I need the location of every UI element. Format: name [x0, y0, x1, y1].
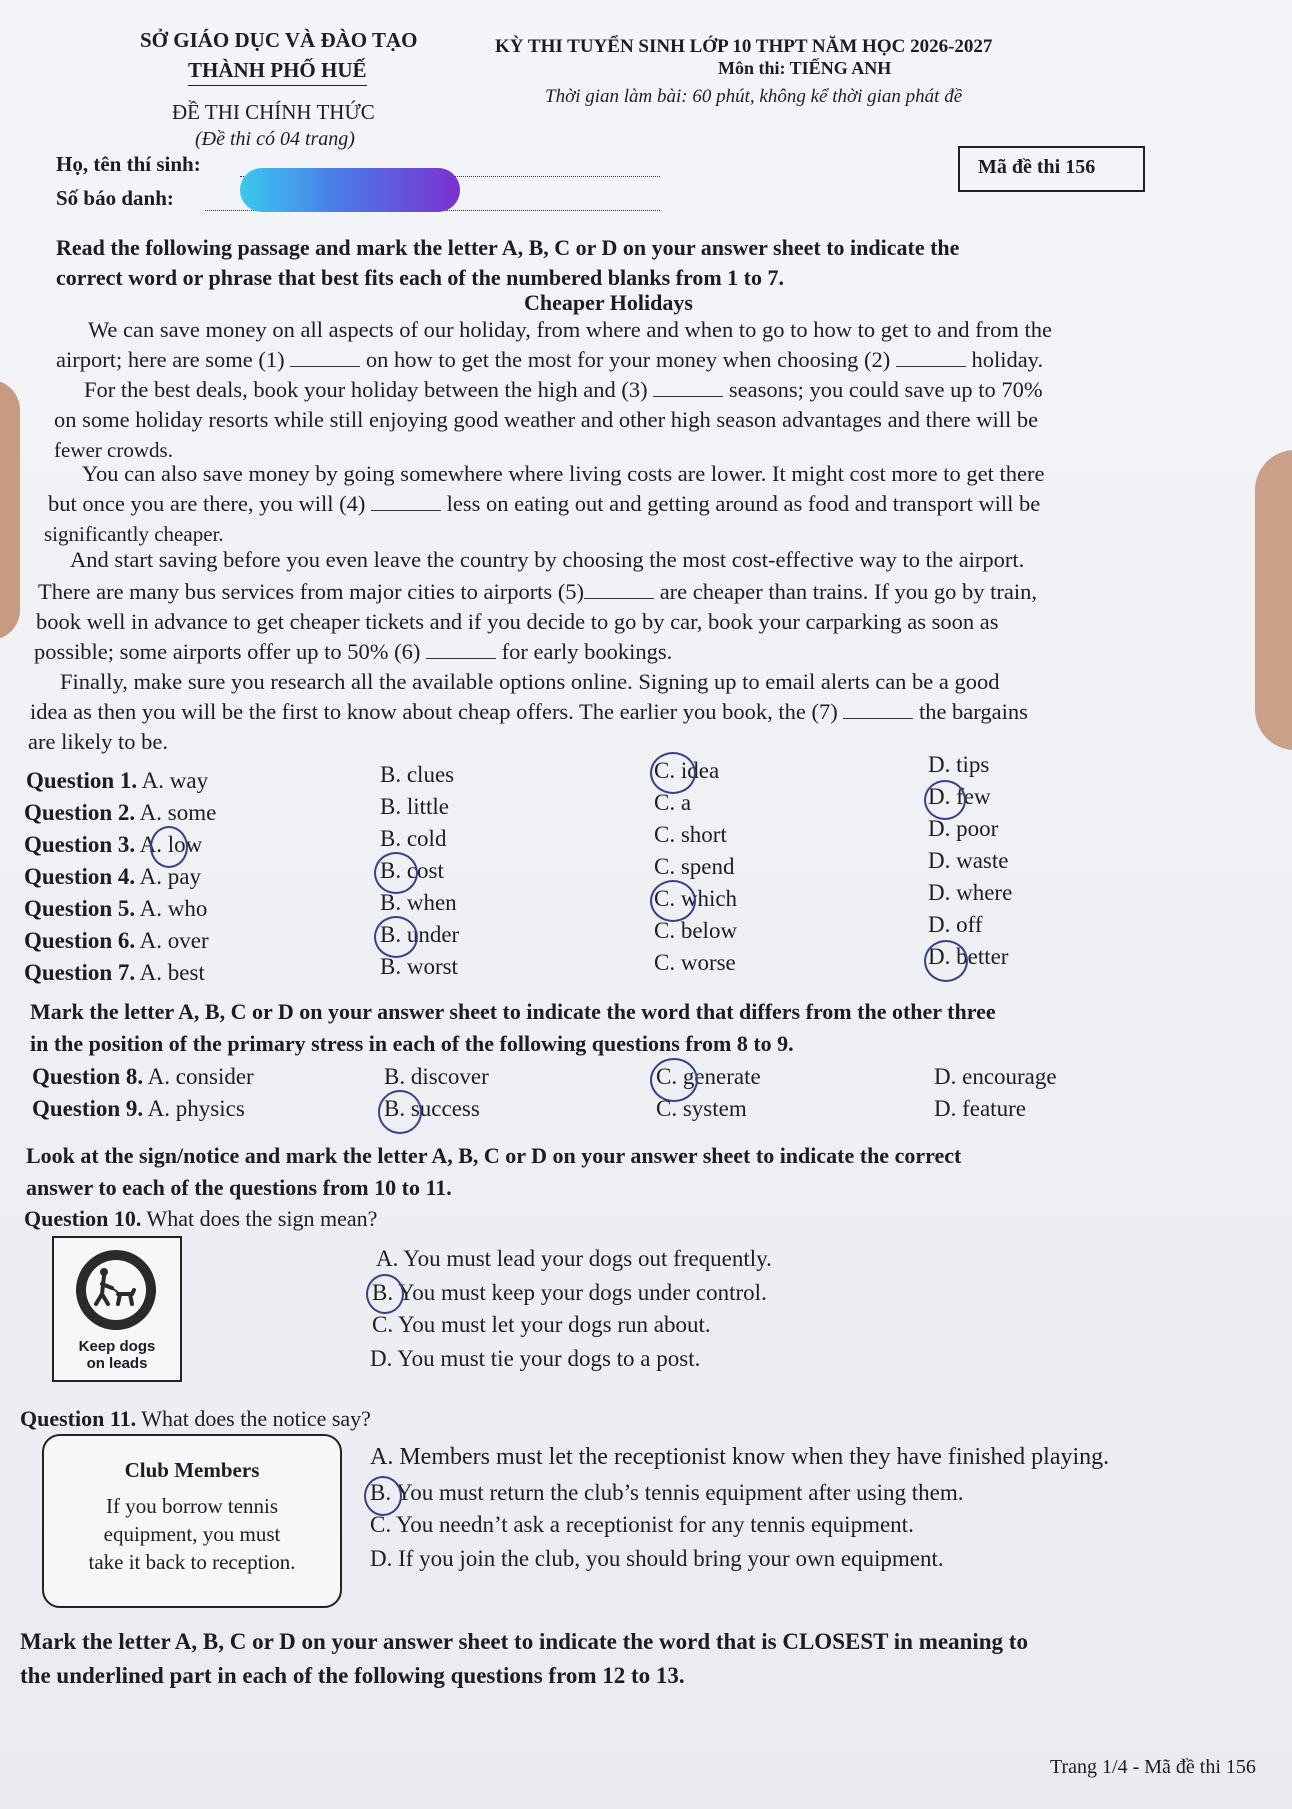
- blank-2: [896, 348, 966, 367]
- option-b: B. little: [380, 794, 449, 819]
- passage-text: for early bookings.: [501, 639, 673, 664]
- passage-text: the bargains: [918, 699, 1028, 724]
- question-row: Question 3. A. low: [24, 832, 203, 857]
- question-row: Question 6. A. over: [24, 928, 209, 953]
- question-row: Question 5. A. who: [24, 896, 208, 921]
- passage-text: idea as then you will be the first to know about cheap offers. The earlier you book, the (7): [30, 699, 838, 724]
- answer-circle: [366, 1274, 404, 1314]
- notice-text: take it back to reception.: [88, 1550, 296, 1574]
- answer-circle: [374, 916, 418, 958]
- passage-line: on some holiday resorts while still enjoying good weather and other high season advantages and there will be: [54, 407, 1039, 432]
- passage-line: [84, 376, 1043, 404]
- candidate-number-label: Số báo danh:: [56, 186, 174, 210]
- passage-text: For the best deals, book your holiday between the high and (3): [84, 377, 648, 402]
- finger: [1255, 450, 1292, 750]
- section2-instruction: Mark the letter A, B, C or D on your answer sheet to indicate the word that differs from the other three: [30, 999, 996, 1024]
- option-b: B. You must keep your dogs under control.: [372, 1280, 767, 1305]
- exam-title: KỲ THI TUYỂN SINH LỚP 10 THPT NĂM HỌC 2026-2027: [495, 36, 993, 57]
- option-c: C. generate: [656, 1064, 761, 1089]
- option-c: C. idea: [654, 758, 720, 783]
- answer-circle: [374, 852, 418, 894]
- question-row: Question 7. A. best: [24, 960, 205, 985]
- passage-text: There are many bus services from major cities to airports (5): [38, 579, 585, 604]
- option-a: A. Members must let the receptionist know when they have finished playing.: [370, 1444, 1110, 1470]
- option-d: D. poor: [928, 816, 999, 841]
- option-d: D. encourage: [934, 1064, 1057, 1089]
- notice-text: If you borrow tennis: [105, 1494, 279, 1518]
- pages-note: (Đề thi có 04 trang): [195, 128, 355, 150]
- option-d: D. feature: [934, 1096, 1026, 1121]
- passage-line: We can save money on all aspects of our holiday, from where and when to go to how to get to and from the: [88, 317, 1052, 342]
- notice-title: Club Members: [124, 1458, 260, 1482]
- passage-line: [38, 578, 1037, 606]
- option-d: D. waste: [928, 848, 1009, 873]
- section1-instruction: correct word or phrase that best fits each of the numbered blanks from 1 to 7.: [56, 265, 784, 290]
- blank-6: [426, 640, 496, 659]
- question-11: Question 11. What does the notice say?: [20, 1406, 371, 1431]
- passage-line: [48, 490, 1040, 518]
- option-c: C. You must let your dogs run about.: [372, 1312, 711, 1337]
- passage-line: You can also save money by going somewhere where living costs are lower. It might cost more to get there: [82, 461, 1045, 486]
- redaction-mark: [240, 168, 460, 212]
- passage-line: [30, 698, 1028, 726]
- passage-line: fewer crowds.: [54, 438, 173, 462]
- section1-instruction: Read the following passage and mark the letter A, B, C or D on your answer sheet to indicate the: [56, 235, 960, 260]
- subject: Môn thi: TIẾNG ANH: [718, 58, 892, 78]
- passage-line: [34, 638, 672, 666]
- option-b: B. cold: [380, 826, 447, 851]
- page-footer: Trang 1/4 - Mã đề thi 156: [1050, 1756, 1256, 1778]
- option-c: C. below: [654, 918, 738, 943]
- answer-circle: [650, 880, 696, 922]
- passage-text: on how to get the most for your money when choosing (2): [365, 347, 891, 372]
- passage-text: seasons; you could save up to 70%: [728, 377, 1043, 402]
- passage-line: book well in advance to get cheaper tickets and if you decide to go by car, book your carparking as soon as: [36, 609, 999, 634]
- option-b: B. worst: [380, 954, 458, 979]
- answer-circle: [924, 940, 968, 982]
- official-label: ĐỀ THI CHÍNH THỨC: [172, 100, 375, 124]
- department-name: SỞ GIÁO DỤC VÀ ĐÀO TẠO: [140, 28, 418, 52]
- passage-line: significantly cheaper.: [44, 522, 224, 546]
- passage-line: [56, 346, 1043, 374]
- sign-text: Keep dogs: [78, 1338, 156, 1355]
- sign-text: on leads: [86, 1355, 148, 1372]
- option-d: D. off: [928, 912, 983, 937]
- question-row: Question 9. A. physics: [32, 1096, 245, 1121]
- blank-7: [843, 700, 913, 719]
- question-row: Question 2. A. some: [24, 800, 217, 825]
- option-c: C. which: [654, 886, 738, 911]
- blank-1: [290, 348, 360, 367]
- question-row: Question 1. A. way: [26, 768, 209, 793]
- notice-text: equipment, you must: [103, 1522, 281, 1546]
- keep-dogs-sign: [52, 1236, 182, 1382]
- passage-line: And start saving before you even leave the country by choosing the most cost-effective way to the airport.: [70, 547, 1025, 572]
- option-b: B. under: [380, 922, 460, 947]
- finger: [0, 380, 20, 640]
- question-10: Question 10. What does the sign mean?: [24, 1206, 378, 1231]
- blank-3: [653, 378, 723, 397]
- passage-line: Finally, make sure you research all the available options online. Signing up to email alerts can be a good: [60, 669, 1000, 694]
- answer-circle: [924, 780, 966, 820]
- passage-line: are likely to be.: [28, 729, 168, 754]
- option-d: D. better: [928, 944, 1009, 969]
- option-b: B. success: [384, 1096, 480, 1121]
- candidate-name-label: Họ, tên thí sinh:: [56, 152, 201, 176]
- option-b: B. when: [380, 890, 457, 915]
- passage-text: airport; here are some (1): [56, 347, 285, 372]
- option-d: D. tips: [928, 752, 990, 777]
- section2-instruction: in the position of the primary stress in each of the following questions from 8 to 9.: [30, 1031, 794, 1056]
- option-b: B. cost: [380, 858, 444, 883]
- exam-time: Thời gian làm bài: 60 phút, không kể thời gian phát đề: [545, 86, 963, 107]
- section3-instruction: Look at the sign/notice and mark the letter A, B, C or D on your answer sheet to indicate the correct: [26, 1143, 962, 1168]
- option-b: B. You must return the club’s tennis equipment after using them.: [370, 1480, 964, 1505]
- option-b: B. clues: [380, 762, 455, 787]
- answer-circle: [364, 1476, 402, 1516]
- option-c: C. system: [656, 1096, 747, 1121]
- option-b: B. discover: [384, 1064, 489, 1089]
- option-d: D. You must tie your dogs to a post.: [370, 1346, 701, 1371]
- option-c: C. short: [654, 822, 727, 847]
- option-c: C. a: [654, 790, 692, 815]
- option-a: A. You must lead your dogs out frequently.: [376, 1246, 772, 1271]
- answer-circle: [650, 752, 696, 794]
- section4-instruction: Mark the letter A, B, C or D on your answer sheet to indicate the word that is CLOSEST in meaning to: [20, 1629, 1028, 1654]
- passage-text: holiday.: [971, 347, 1044, 372]
- option-c: C. spend: [654, 854, 735, 879]
- blank-4: [371, 492, 441, 511]
- question-row: Question 8. A. consider: [32, 1064, 254, 1089]
- passage-text: are cheaper than trains. If you go by train,: [659, 579, 1038, 604]
- blank-5: [584, 580, 654, 599]
- passage-text: less on eating out and getting around as food and transport will be: [446, 491, 1041, 516]
- club-notice: [42, 1434, 342, 1608]
- passage-title: Cheaper Holidays: [524, 290, 693, 315]
- option-d: D. where: [928, 880, 1013, 905]
- answer-circle: [150, 826, 188, 868]
- passage-text: but once you are there, you will (4): [48, 491, 366, 516]
- city-name: THÀNH PHỐ HUẾ: [188, 58, 367, 86]
- exam-code: Mã đề thi 156: [978, 156, 1096, 178]
- option-c: C. worse: [654, 950, 736, 975]
- option-d: D. few: [928, 784, 991, 809]
- exam-code-box: [958, 146, 1145, 192]
- answer-circle: [378, 1090, 422, 1134]
- option-d: D. If you join the club, you should bring your own equipment.: [370, 1546, 944, 1571]
- option-c: C. You needn’t ask a receptionist for any tennis equipment.: [370, 1512, 914, 1537]
- passage-text: possible; some airports offer up to 50% (6): [34, 639, 421, 664]
- question-row: Question 4. A. pay: [24, 864, 201, 889]
- section3-instruction: answer to each of the questions from 10 to 11.: [26, 1175, 452, 1200]
- section4-instruction: the underlined part in each of the following questions from 12 to 13.: [20, 1663, 685, 1688]
